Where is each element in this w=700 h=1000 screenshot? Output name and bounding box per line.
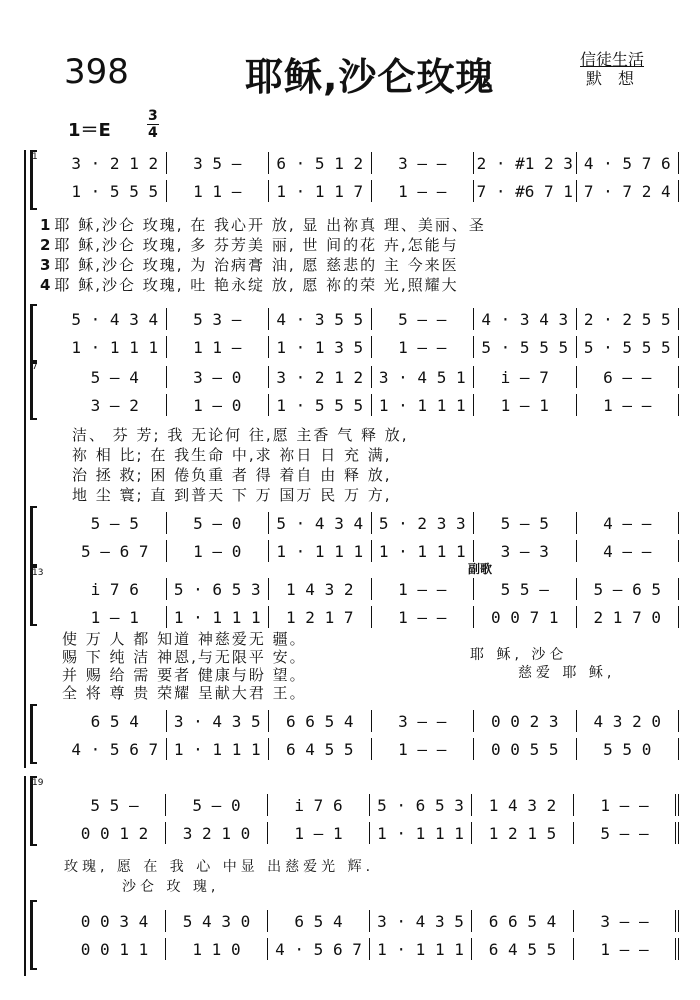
system-2 [24, 360, 674, 570]
refrain-label: 副歌 [468, 562, 493, 576]
time-signature-top: 3 [148, 108, 158, 124]
measure-number: 1 [32, 152, 38, 162]
system-bracket [30, 704, 37, 764]
measure: 7 · #6 7 1 [474, 180, 577, 202]
system-4 [24, 776, 674, 976]
system-bracket [30, 900, 37, 970]
measure: 0 0 5 5 [474, 738, 577, 760]
measure: 3 – 2 [64, 394, 167, 416]
measure: 1 – – [574, 794, 679, 816]
measure: 3 · 4 3 5 [370, 910, 472, 932]
lyric-line: 赐 下 纯 洁 神恩,与无限平 安。 [62, 648, 307, 666]
measure: 5 – 6 5 [577, 578, 680, 600]
measure: 5 · 6 5 3 [167, 578, 270, 600]
system-line [24, 776, 26, 976]
staff-soprano [64, 578, 679, 600]
measure: 4 · 5 6 7 [268, 938, 370, 960]
measure: 5 – 5 [474, 512, 577, 534]
staff-soprano [64, 366, 679, 388]
measure: 5 – 0 [167, 512, 270, 534]
lyric-line: 全 将 尊 贵 荣耀 呈献大君 王。 [62, 684, 307, 702]
measure: 1 · 1 1 1 [370, 938, 472, 960]
measure: 3 · 4 3 5 [167, 710, 270, 732]
staff-tenor [64, 910, 679, 932]
staff-bass [64, 540, 679, 562]
measure: 2 · 2 5 5 [577, 308, 680, 330]
time-signature-bottom: 4 [148, 125, 158, 141]
measure: 4 · 5 6 7 [64, 738, 167, 760]
measure: 5 · 6 5 3 [370, 794, 472, 816]
measure: 5 – 4 [64, 366, 167, 388]
measure: 1 1 – [167, 336, 270, 358]
measure: 3 – – [574, 910, 679, 932]
lyric-line: 洁、 芬 芳; 我 无论何 往,愿 主香 气 释 放, [72, 426, 409, 444]
measure-number: 7 [32, 362, 38, 372]
measure: 6 6 5 4 [472, 910, 574, 932]
measure: 5 5 0 [577, 738, 680, 760]
system-1 [24, 150, 674, 368]
hymn-category: 信徒生活 [580, 50, 645, 69]
measure: 5 – – [372, 308, 475, 330]
refrain-lyric-alto: 沙仑 玫 瑰, [122, 879, 220, 895]
staff-tenor [64, 710, 679, 732]
measure: 1 1 0 [166, 938, 268, 960]
staff-soprano [64, 794, 679, 816]
lyric-line: 治 拯 救; 困 倦负重 者 得 着自 由 释 放, [72, 466, 392, 484]
measure: 1 2 1 7 [269, 606, 372, 628]
measure: 1 · 1 1 1 [167, 606, 270, 628]
measure: 1 – – [372, 578, 475, 600]
refrain-lyric-soprano: 耶 稣, 沙仑 [470, 647, 568, 663]
measure-number: 19 [32, 778, 44, 788]
measure: 6 – – [577, 366, 680, 388]
measure: 1 1 – [167, 180, 270, 202]
measure: 1 – – [574, 938, 679, 960]
measure: 1 · 5 5 5 [269, 394, 372, 416]
measure: 0 0 3 4 [64, 910, 166, 932]
staff-bass [64, 336, 679, 358]
measure: 6 6 5 4 [269, 710, 372, 732]
measure: 1 · 1 1 1 [269, 540, 372, 562]
lyric-line: 2 耶 稣,沙仑 玫瑰, 多 芬芳美 丽, 世 间的花 卉,怎能与 [40, 236, 459, 254]
measure: 5 3 – [167, 308, 270, 330]
measure: 1 · 1 1 1 [372, 540, 475, 562]
lyric-line: 祢 相 比; 在 我生命 中,求 祢日 日 充 满, [72, 446, 392, 464]
system-line [24, 150, 26, 368]
measure: 5 – 5 [64, 512, 167, 534]
measure: 2 · #1 2 3 [474, 152, 577, 174]
hymn-number: 398 [64, 52, 129, 92]
measure: 6 4 5 5 [472, 938, 574, 960]
lyric-line: 3 耶 稣,沙仑 玫瑰, 为 治病膏 油, 愿 慈悲的 主 今来医 [40, 256, 459, 274]
lyric-line: 1 耶 稣,沙仑 玫瑰, 在 我心开 放, 显 出祢真 理、美丽、圣 [40, 216, 486, 234]
measure: 3 5 – [167, 152, 270, 174]
measure: 1 – 0 [167, 394, 270, 416]
measure: 0 0 1 1 [64, 938, 166, 960]
measure: 6 5 4 [268, 910, 370, 932]
staff-bass [64, 938, 679, 960]
measure: 6 · 5 1 2 [269, 152, 372, 174]
time-signature [147, 108, 159, 141]
measure: 2 1 7 0 [577, 606, 680, 628]
measure: 1 – 1 [64, 606, 167, 628]
measure: 1 · 1 1 1 [370, 822, 472, 844]
measure: 5 – – [574, 822, 679, 844]
measure: 5 – 0 [166, 794, 268, 816]
measure: 5 – 6 7 [64, 540, 167, 562]
measure: 1 – – [372, 180, 475, 202]
measure: 4 – – [577, 512, 680, 534]
measure: 5 5 – [474, 578, 577, 600]
measure: 5 4 3 0 [166, 910, 268, 932]
measure: 5 · 4 3 4 [64, 308, 167, 330]
refrain-lyric-alto: 慈爱 耶 稣, [518, 665, 616, 681]
hymn-subcategory: 默想 [586, 69, 651, 88]
measure: 5 · 5 5 5 [474, 336, 577, 358]
measure: 1 – – [372, 738, 475, 760]
measure: 5 · 2 3 3 [372, 512, 475, 534]
measure: 3 · 4 5 1 [372, 366, 475, 388]
key-signature: 1＝E [68, 120, 111, 141]
hymn-title: 耶稣,沙仑玫瑰 [245, 55, 495, 99]
measure: 1 · 1 1 1 [372, 394, 475, 416]
refrain-lyric-soprano: 玫瑰, 愿 在 我 心 中显 出慈爱光 辉. [64, 859, 375, 875]
measure: 4 – – [577, 540, 680, 562]
measure: 0 0 7 1 [474, 606, 577, 628]
measure: 5 · 5 5 5 [577, 336, 680, 358]
measure: 1 4 3 2 [269, 578, 372, 600]
lyric-line: 4 耶 稣,沙仑 玫瑰, 吐 艳永绽 放, 愿 祢的荣 光,照耀大 [40, 276, 459, 294]
measure: 3 · 2 1 2 [269, 366, 372, 388]
measure: 3 2 1 0 [166, 822, 268, 844]
staff-tenor [64, 308, 679, 330]
staff-soprano [64, 152, 679, 174]
measure: 0 0 2 3 [474, 710, 577, 732]
measure: 1 – 1 [268, 822, 370, 844]
staff-alto [64, 394, 679, 416]
measure: 1 · 5 5 5 [64, 180, 167, 202]
measure: 3 – – [372, 152, 475, 174]
measure: i – 7 [474, 366, 577, 388]
measure: 1 – 1 [474, 394, 577, 416]
measure: 1 – – [577, 394, 680, 416]
system-line [24, 360, 26, 570]
measure: 1 – – [372, 336, 475, 358]
measure: i 7 6 [64, 578, 167, 600]
measure: 6 5 4 [64, 710, 167, 732]
measure: 5 5 – [64, 794, 166, 816]
measure: 1 · 1 1 1 [64, 336, 167, 358]
measure: 7 · 7 2 4 [577, 180, 680, 202]
measure: 1 – 0 [167, 540, 270, 562]
measure: 4 · 3 5 5 [269, 308, 372, 330]
staff-bass [64, 738, 679, 760]
measure: 4 3 2 0 [577, 710, 680, 732]
system-line [24, 566, 26, 768]
measure: 1 · 1 3 5 [269, 336, 372, 358]
system-bracket [30, 304, 37, 364]
measure: 5 · 4 3 4 [269, 512, 372, 534]
lyric-line: 地 尘 寰; 直 到普天 下 万 国万 民 万 方, [72, 486, 392, 504]
measure: 1 · 1 1 7 [269, 180, 372, 202]
measure: 6 4 5 5 [269, 738, 372, 760]
measure: 3 – 0 [167, 366, 270, 388]
measure-number: 13 [32, 568, 44, 578]
system-bracket [30, 506, 37, 566]
measure: 1 2 1 5 [472, 822, 574, 844]
staff-alto [64, 180, 679, 202]
measure: 1 · 1 1 1 [167, 738, 270, 760]
system-3 [24, 562, 674, 768]
measure: 4 · 3 4 3 [474, 308, 577, 330]
measure: 1 – – [372, 606, 475, 628]
measure: 0 0 1 2 [64, 822, 166, 844]
measure: 3 – 3 [474, 540, 577, 562]
measure: 3 – – [372, 710, 475, 732]
measure: 4 · 5 7 6 [577, 152, 680, 174]
lyric-line: 并 赐 给 需 要者 健康与盼 望。 [62, 666, 307, 684]
measure: 1 4 3 2 [472, 794, 574, 816]
lyric-line: 使 万 人 都 知道 神慈爱无 疆。 [62, 630, 307, 648]
staff-alto [64, 822, 679, 844]
staff-alto [64, 606, 679, 628]
measure: i 7 6 [268, 794, 370, 816]
staff-tenor [64, 512, 679, 534]
measure: 3 · 2 1 2 [64, 152, 167, 174]
